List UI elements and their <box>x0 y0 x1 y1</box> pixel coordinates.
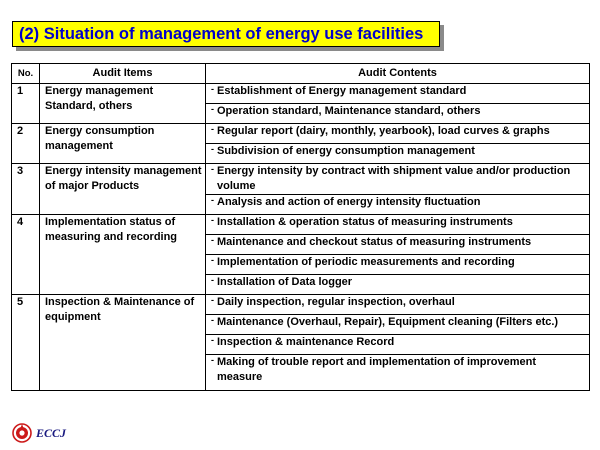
audit-content <box>206 355 590 391</box>
audit-content <box>206 104 590 124</box>
audit-item: Energy consumption management <box>40 124 206 164</box>
audit-content-text: Subdivision of energy consumption management <box>217 145 475 157</box>
header-audit-contents: Audit Contents <box>206 64 590 84</box>
row-number: 5 <box>12 295 40 391</box>
table-row <box>12 124 590 144</box>
audit-item: Energy management Standard, others <box>40 84 206 124</box>
bullet-marker: - <box>211 144 214 154</box>
audit-content <box>206 124 590 144</box>
audit-content <box>206 195 590 215</box>
audit-content-text: Maintenance and checkout status of measuring instruments <box>217 236 532 248</box>
audit-content-text: Installation & operation status of measuring instruments <box>217 216 513 228</box>
audit-content <box>206 215 590 235</box>
bullet-marker: - <box>211 295 214 305</box>
row-number: 1 <box>12 84 40 124</box>
audit-content <box>206 255 590 275</box>
audit-content <box>206 335 590 355</box>
table-row <box>12 295 590 315</box>
audit-content <box>206 235 590 255</box>
audit-content <box>206 315 590 335</box>
audit-content-text: Making of trouble report and implementation of improvement measure <box>217 356 537 383</box>
bullet-marker: - <box>211 195 214 205</box>
row-number: 4 <box>12 215 40 295</box>
table-row <box>12 215 590 235</box>
table-row <box>12 164 590 195</box>
bullet-marker: - <box>211 355 214 365</box>
bullet-marker: - <box>211 315 214 325</box>
audit-content-text: Regular report (dairy, monthly, yearbook), load curves & graphs <box>217 125 550 137</box>
bullet-marker: - <box>211 335 214 345</box>
audit-content-text: Operation standard, Maintenance standard, others <box>217 105 481 117</box>
table-row <box>12 84 590 104</box>
bullet-marker: - <box>211 104 214 114</box>
bullet-marker: - <box>211 84 214 94</box>
audit-content-text: Energy intensity by contract with shipment value and/or production volume <box>217 165 571 192</box>
audit-item: Inspection & Maintenance of equipment <box>40 295 206 391</box>
audit-content <box>206 144 590 164</box>
bullet-marker: - <box>211 255 214 265</box>
audit-content-text: Installation of Data logger <box>217 276 353 288</box>
audit-content-text: Establishment of Energy management standard <box>217 85 467 97</box>
audit-content <box>206 164 590 195</box>
bullet-marker: - <box>211 164 214 174</box>
audit-content <box>206 295 590 315</box>
audit-content-text: Inspection & maintenance Record <box>217 336 395 348</box>
header-no: No. <box>12 64 40 84</box>
audit-content-text: Daily inspection, regular inspection, overhaul <box>217 296 455 308</box>
audit-content <box>206 275 590 295</box>
audit-item: Implementation status of measuring and recording <box>40 215 206 295</box>
footer-logo <box>12 423 66 443</box>
row-number: 2 <box>12 124 40 164</box>
header-audit-items: Audit Items <box>40 64 206 84</box>
title-banner <box>12 21 440 47</box>
audit-content-text: Maintenance (Overhaul, Repair), Equipment cleaning (Filters etc.) <box>217 316 559 328</box>
bullet-marker: - <box>211 235 214 245</box>
bullet-marker: - <box>211 275 214 285</box>
bullet-marker: - <box>211 215 214 225</box>
logo-text: ECCJ <box>36 425 67 440</box>
audit-content-text: Analysis and action of energy intensity fluctuation <box>217 196 481 208</box>
page-title: (2) Situation of management of energy use facilities <box>19 24 424 43</box>
eccj-logo-icon <box>12 423 32 443</box>
audit-content <box>206 84 590 104</box>
audit-item: Energy intensity management of major Products <box>40 164 206 215</box>
row-number: 3 <box>12 164 40 215</box>
table-header-row <box>12 64 590 84</box>
audit-table <box>11 63 590 391</box>
table-body <box>12 84 590 391</box>
audit-content-text: Implementation of periodic measurements and recording <box>217 256 515 268</box>
bullet-marker: - <box>211 124 214 134</box>
